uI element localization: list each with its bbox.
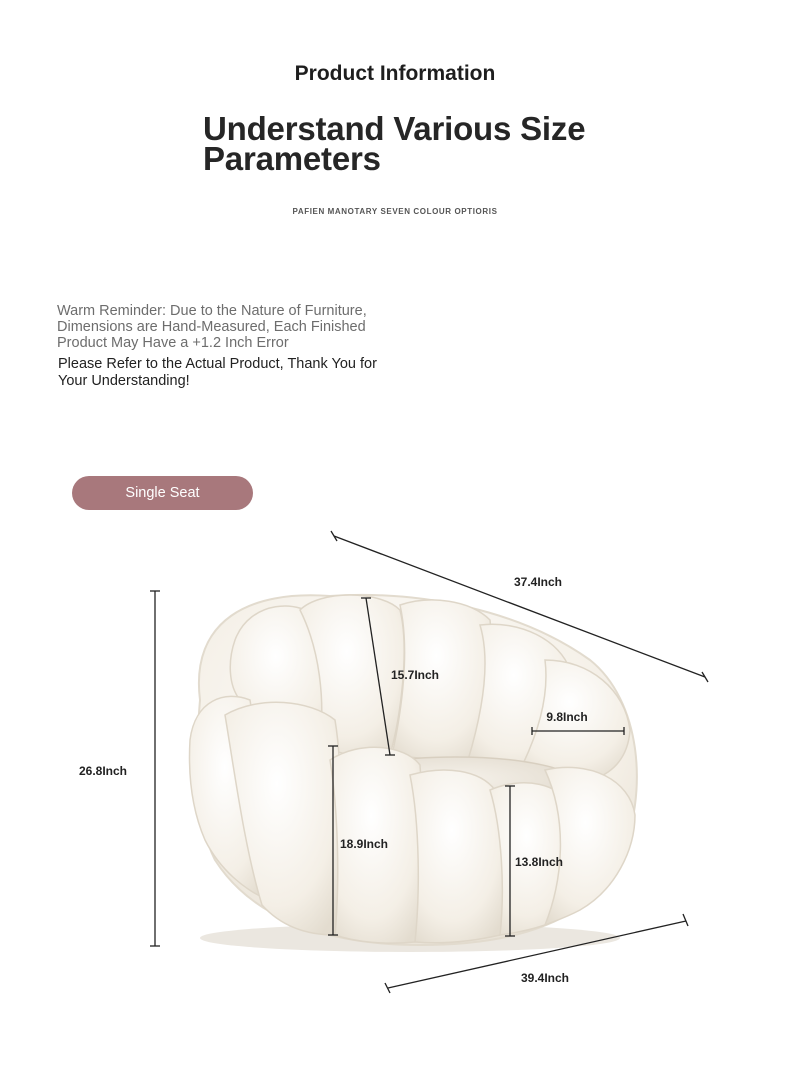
front-width-label: 39.4Inch: [520, 971, 570, 985]
back-depth-label: 37.4Inch: [513, 575, 563, 589]
single-seat-tag[interactable]: Single Seat: [72, 476, 253, 510]
thank-you-text: Please Refer to the Actual Product, Thank You for Your Understanding!: [58, 356, 377, 389]
arm-width-label: 9.8Inch: [546, 710, 588, 724]
seat-height-label: 13.8Inch: [514, 855, 564, 869]
backrest-height-label: 15.7Inch: [390, 668, 440, 682]
page-headline: Understand Various Size Parameters: [203, 110, 586, 177]
warm-reminder-text: Warm Reminder: Due to the Nature of Furniture, Dimensions are Hand-Measured, Each Finished Product May Have a +1.2 Inch Error: [57, 303, 367, 351]
total-height-label: 26.8Inch: [78, 764, 128, 778]
subcaption: PAFIEN MANOTARY SEVEN COLOUR OPTIORIS: [292, 207, 498, 216]
section-title: Product Information: [294, 62, 496, 85]
chair-illustration: [190, 595, 637, 952]
front-height-label: 18.9Inch: [339, 837, 389, 851]
